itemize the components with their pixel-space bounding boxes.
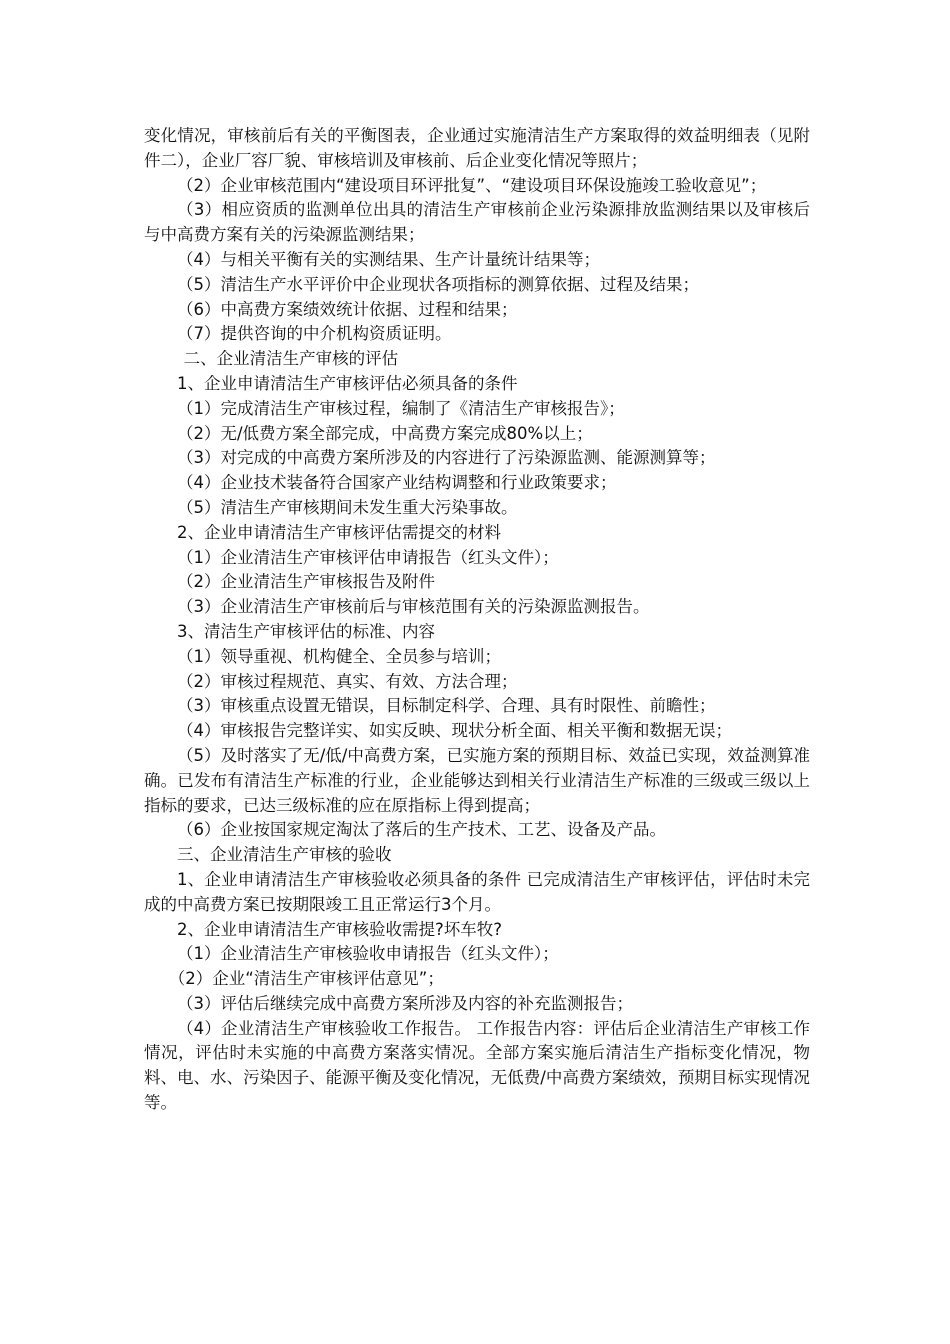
section-heading: 三、企业清洁生产审核的验收 bbox=[177, 845, 392, 865]
subsection-heading: 2、企业申请清洁生产审核验收需提?坏车牧? bbox=[177, 919, 503, 939]
paragraph: （3）对完成的中高费方案所涉及的内容进行了污染源监测、能源测算等； bbox=[177, 448, 716, 468]
paragraph: （2）无/低费方案全部完成，中高费方案完成80%以上； bbox=[177, 423, 593, 443]
paragraph: （3）企业清洁生产审核前后与审核范围有关的污染源监测报告。 bbox=[177, 597, 650, 617]
paragraph: （4）企业技术装备符合国家产业结构调整和行业政策要求； bbox=[177, 473, 617, 493]
paragraph: （1）领导重视、机构健全、全员参与培训； bbox=[177, 646, 501, 666]
document-body bbox=[144, 124, 810, 1116]
paragraph: （6）中高费方案绩效统计依据、过程和结果； bbox=[177, 299, 518, 319]
paragraph: （1）企业清洁生产审核验收申请报告（红头文件）； bbox=[177, 944, 559, 964]
subsection-heading: 3、清洁生产审核评估的标准、内容 bbox=[177, 621, 435, 641]
paragraph: （2）审核过程规范、真实、有效、方法合理； bbox=[177, 671, 518, 691]
paragraph: （4）与相关平衡有关的实测结果、生产计量统计结果等； bbox=[177, 249, 600, 269]
paragraph: （3）相应资质的监测单位出具的清洁生产审核前企业污染源排放监测结果以及审核后与中高费方案有关的污染源监测结果； bbox=[144, 200, 810, 245]
subsection-heading: 2、企业申请清洁生产审核评估需提交的材料 bbox=[177, 522, 501, 542]
paragraph: （5）清洁生产审核期间未发生重大污染事故。 bbox=[177, 497, 518, 517]
paragraph: 变化情况，审核前后有关的平衡图表，企业通过实施清洁生产方案取得的效益明细表（见附件二），企业厂容厂貌、审核培训及审核前、后企业变化情况等照片； bbox=[144, 126, 810, 170]
paragraph: （1）企业清洁生产审核评估申请报告（红头文件）； bbox=[177, 547, 559, 567]
subsection-heading: 1、企业申请清洁生产审核评估必须具备的条件 bbox=[177, 373, 518, 393]
subsection-heading: 1、企业申请清洁生产审核验收必须具备的条件 已完成清洁生产审核评估，评估时未完成的中高费方案已按期限竣工且正常运行3个月。 bbox=[144, 869, 810, 914]
paragraph: （3）审核重点设置无错误，目标制定科学、合理、具有时限性、前瞻性； bbox=[177, 696, 716, 716]
paragraph: （6）企业按国家规定淘汰了落后的生产技术、工艺、设备及产品。 bbox=[177, 820, 666, 840]
paragraph: （2）企业清洁生产审核报告及附件 bbox=[177, 572, 435, 592]
paragraph: （5）及时落实了无/低/中高费方案，已实施方案的预期目标、效益已实现，效益测算准确。已发布有清洁生产标准的行业，企业能够达到相关行业清洁生产标准的三级或三级以上指标的要求，已达三级标准的应在原指标上得到提高； bbox=[144, 745, 810, 815]
paragraph: （7）提供咨询的中介机构资质证明。 bbox=[177, 324, 452, 344]
paragraph: （3）评估后继续完成中高费方案所涉及内容的补充监测报告； bbox=[177, 993, 633, 1013]
section-heading: 二、企业清洁生产审核的评估 bbox=[183, 349, 399, 369]
paragraph: （2）企业“清洁生产审核评估意见”； bbox=[168, 969, 444, 989]
paragraph: （1）完成清洁生产审核过程，编制了《清洁生产审核报告》； bbox=[177, 398, 625, 418]
paragraph: （4）审核报告完整详实、如实反映、现状分析全面、相关平衡和数据无误； bbox=[177, 721, 732, 741]
paragraph: （2）企业审核范围内“建设项目环评批复”、“建设项目环保设施竣工验收意见”； bbox=[177, 175, 767, 195]
paragraph: （5）清洁生产水平评价中企业现状各项指标的测算依据、过程及结果； bbox=[177, 274, 699, 294]
paragraph: （4）企业清洁生产审核验收工作报告。 工作报告内容：评估后企业清洁生产审核工作情况，评估时未实施的中高费方案落实情况。全部方案实施后清洁生产指标变化情况，物料、电、水、污染因子、能源平衡及变化情况，无低费/中高费方案绩效，预期目标实现情况等。 bbox=[144, 1018, 810, 1113]
